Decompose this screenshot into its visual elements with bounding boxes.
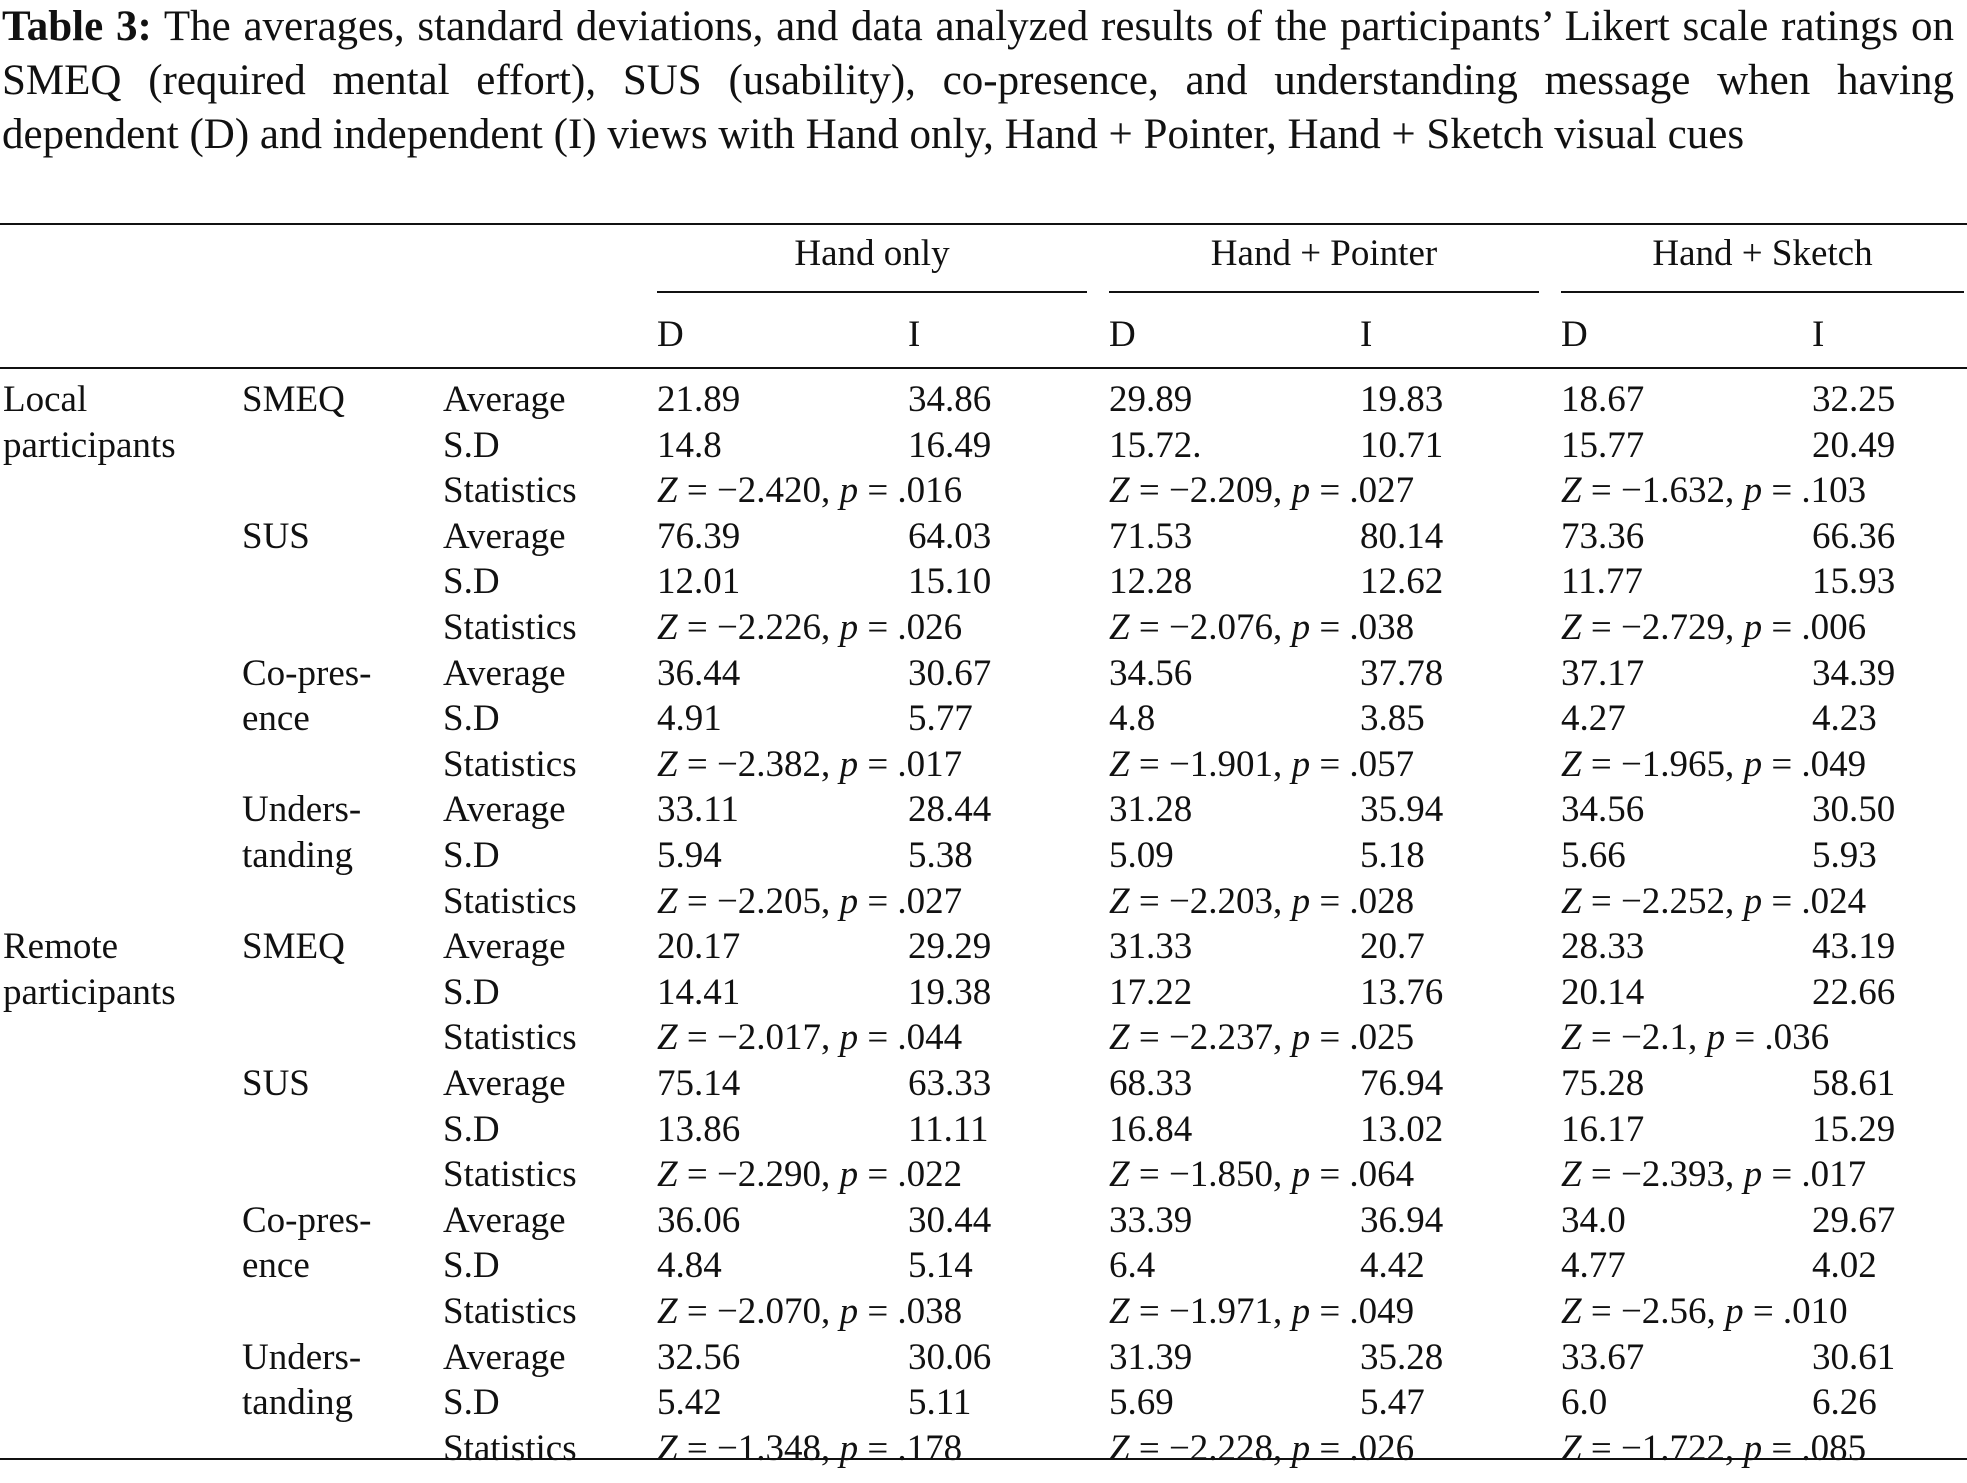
- sd-cell: 5.14: [908, 1245, 973, 1287]
- sd-cell: 6.0: [1561, 1382, 1608, 1424]
- measure-label: S.D: [443, 561, 500, 603]
- measure-label: S.D: [443, 698, 500, 740]
- statistics-cell: Z = −2.209, p = .027: [1109, 470, 1415, 512]
- statistics-cell: Z = −1.965, p = .049: [1561, 743, 1867, 785]
- average-cell: 76.39: [657, 515, 741, 557]
- sd-cell: 16.49: [908, 424, 992, 466]
- measure-label: Average: [443, 1199, 566, 1241]
- column-group-rule: [657, 291, 1087, 293]
- sd-cell: 6.4: [1109, 1245, 1156, 1287]
- measure-label: S.D: [443, 424, 500, 466]
- sd-cell: 5.47: [1360, 1382, 1425, 1424]
- sd-cell: 10.71: [1360, 424, 1444, 466]
- sd-cell: 13.76: [1360, 971, 1444, 1013]
- sd-cell: 20.49: [1812, 424, 1896, 466]
- average-cell: 31.33: [1109, 926, 1193, 968]
- view-header: D: [1109, 314, 1136, 355]
- measure-label: Statistics: [443, 1017, 577, 1059]
- view-header: D: [1561, 314, 1588, 355]
- statistics-cell: Z = −2.252, p = .024: [1561, 880, 1867, 922]
- average-cell: 32.25: [1812, 379, 1896, 420]
- top-rule: [0, 223, 1967, 225]
- sd-cell: 5.66: [1561, 835, 1626, 876]
- average-cell: 29.29: [908, 926, 992, 968]
- measure-label: Average: [443, 926, 566, 968]
- measure-label: S.D: [443, 971, 500, 1013]
- average-cell: 34.0: [1561, 1199, 1626, 1241]
- sd-cell: 15.72.: [1109, 424, 1202, 466]
- sd-cell: 5.77: [908, 698, 973, 740]
- sd-cell: 12.01: [657, 561, 741, 603]
- measure-label: Statistics: [443, 1291, 577, 1332]
- metric-label: Co-pres-: [242, 1199, 372, 1241]
- sd-cell: 15.10: [908, 561, 992, 603]
- sd-cell: 4.02: [1812, 1245, 1877, 1287]
- metric-label: tanding: [242, 835, 353, 876]
- sd-cell: 16.17: [1561, 1108, 1645, 1150]
- average-cell: 33.11: [657, 789, 739, 831]
- average-cell: 34.56: [1561, 789, 1645, 831]
- sd-cell: 6.26: [1812, 1382, 1877, 1424]
- average-cell: 30.61: [1812, 1336, 1896, 1378]
- sd-cell: 5.93: [1812, 835, 1877, 876]
- view-header: D: [657, 314, 684, 355]
- measure-label: Statistics: [443, 743, 577, 785]
- statistics-cell: Z = −1.850, p = .064: [1109, 1154, 1415, 1196]
- average-cell: 33.67: [1561, 1336, 1645, 1378]
- sd-cell: 12.28: [1109, 561, 1193, 603]
- column-group-header: Hand only: [794, 233, 950, 274]
- table-caption: [2, 0, 1954, 162]
- statistics-cell: Z = −2.290, p = .022: [657, 1154, 963, 1196]
- measure-label: Statistics: [443, 1154, 577, 1196]
- sd-cell: 5.18: [1360, 835, 1425, 876]
- average-cell: 36.44: [657, 652, 741, 694]
- sd-cell: 20.14: [1561, 971, 1645, 1013]
- average-cell: 37.78: [1360, 652, 1444, 694]
- average-cell: 21.89: [657, 379, 741, 420]
- average-cell: 30.44: [908, 1199, 992, 1241]
- measure-label: S.D: [443, 1245, 500, 1287]
- measure-label: Statistics: [443, 880, 577, 922]
- sd-cell: 5.94: [657, 835, 722, 876]
- measure-label: S.D: [443, 1382, 500, 1424]
- average-cell: 30.67: [908, 652, 992, 694]
- statistics-cell: Z = −2.205, p = .027: [657, 880, 963, 922]
- sd-cell: 4.84: [657, 1245, 722, 1287]
- statistics-cell: Z = −2.070, p = .038: [657, 1291, 963, 1332]
- measure-label: Statistics: [443, 607, 577, 648]
- average-cell: 19.83: [1360, 379, 1444, 420]
- average-cell: 43.19: [1812, 926, 1896, 968]
- sd-cell: 19.38: [908, 971, 992, 1013]
- average-cell: 34.39: [1812, 652, 1896, 694]
- view-header: I: [1360, 314, 1373, 355]
- average-cell: 35.94: [1360, 789, 1444, 831]
- average-cell: 75.14: [657, 1063, 741, 1104]
- sd-cell: 13.02: [1360, 1108, 1444, 1150]
- average-cell: 31.39: [1109, 1336, 1193, 1378]
- average-cell: 58.61: [1812, 1063, 1896, 1104]
- metric-label: Unders-: [242, 789, 362, 831]
- average-cell: 66.36: [1812, 515, 1896, 557]
- average-cell: 18.67: [1561, 379, 1645, 420]
- metric-label: Co-pres-: [242, 652, 372, 694]
- caption-label: Table 3:: [2, 3, 152, 50]
- sd-cell: 5.69: [1109, 1382, 1174, 1424]
- measure-label: Statistics: [443, 470, 577, 512]
- average-cell: 29.67: [1812, 1199, 1896, 1241]
- sd-cell: 11.77: [1561, 561, 1643, 603]
- average-cell: 71.53: [1109, 515, 1193, 557]
- participant-group-label: participants: [3, 971, 176, 1013]
- statistics-cell: Z = −2.237, p = .025: [1109, 1017, 1415, 1059]
- sd-cell: 14.8: [657, 424, 722, 466]
- sd-cell: 4.91: [657, 698, 722, 740]
- sd-cell: 15.77: [1561, 424, 1645, 466]
- average-cell: 29.89: [1109, 379, 1193, 420]
- sd-cell: 3.85: [1360, 698, 1425, 740]
- sd-cell: 15.93: [1812, 561, 1896, 603]
- average-cell: 63.33: [908, 1063, 992, 1104]
- statistics-cell: Z = −2.382, p = .017: [657, 743, 963, 785]
- metric-label: ence: [242, 1245, 310, 1287]
- statistics-cell: Z = −2.226, p = .026: [657, 607, 963, 648]
- average-cell: 34.86: [908, 379, 992, 420]
- measure-label: Statistics: [443, 1427, 577, 1469]
- measure-label: S.D: [443, 1108, 500, 1150]
- measure-label: Average: [443, 515, 566, 557]
- sd-cell: 5.11: [908, 1382, 972, 1424]
- average-cell: 73.36: [1561, 515, 1645, 557]
- average-cell: 75.28: [1561, 1063, 1645, 1104]
- participant-group-label: Remote: [3, 926, 119, 968]
- metric-label: SUS: [242, 1063, 310, 1104]
- metric-label: tanding: [242, 1382, 353, 1424]
- sd-cell: 16.84: [1109, 1108, 1193, 1150]
- header-rule: [0, 367, 1967, 369]
- view-header: I: [908, 314, 921, 355]
- sd-cell: 13.86: [657, 1108, 741, 1150]
- measure-label: Average: [443, 1336, 566, 1378]
- statistics-cell: Z = −1.722, p = .085: [1561, 1427, 1867, 1469]
- statistics-cell: Z = −2.729, p = .006: [1561, 607, 1867, 648]
- average-cell: 34.56: [1109, 652, 1193, 694]
- measure-label: Average: [443, 379, 566, 420]
- column-group-rule: [1109, 291, 1539, 293]
- column-group-header: Hand + Sketch: [1652, 233, 1873, 274]
- average-cell: 37.17: [1561, 652, 1645, 694]
- sd-cell: 12.62: [1360, 561, 1444, 603]
- sd-cell: 17.22: [1109, 971, 1193, 1013]
- average-cell: 32.56: [657, 1336, 741, 1378]
- metric-label: SMEQ: [242, 926, 345, 968]
- average-cell: 30.06: [908, 1336, 992, 1378]
- sd-cell: 5.38: [908, 835, 973, 876]
- statistics-cell: Z = −1.971, p = .049: [1109, 1291, 1415, 1332]
- statistics-cell: Z = −2.393, p = .017: [1561, 1154, 1867, 1196]
- metric-label: Unders-: [242, 1336, 362, 1378]
- statistics-cell: Z = −2.203, p = .028: [1109, 880, 1415, 922]
- participant-group-label: Local: [3, 379, 88, 420]
- measure-label: Average: [443, 1063, 566, 1104]
- statistics-cell: Z = −2.228, p = .026: [1109, 1427, 1415, 1469]
- statistics-cell: Z = −2.420, p = .016: [657, 470, 963, 512]
- statistics-cell: Z = −2.56, p = .010: [1561, 1291, 1848, 1332]
- measure-label: Average: [443, 789, 566, 831]
- average-cell: 36.94: [1360, 1199, 1444, 1241]
- average-cell: 64.03: [908, 515, 992, 557]
- statistics-cell: Z = −2.1, p = .036: [1561, 1017, 1830, 1059]
- sd-cell: 4.27: [1561, 698, 1626, 740]
- metric-label: SUS: [242, 515, 310, 557]
- average-cell: 28.33: [1561, 926, 1645, 968]
- measure-label: S.D: [443, 835, 500, 876]
- average-cell: 31.28: [1109, 789, 1193, 831]
- average-cell: 28.44: [908, 789, 992, 831]
- metric-label: SMEQ: [242, 379, 345, 420]
- statistics-cell: Z = −2.076, p = .038: [1109, 607, 1415, 648]
- view-header: I: [1812, 314, 1825, 355]
- average-cell: 20.7: [1360, 926, 1425, 968]
- average-cell: 33.39: [1109, 1199, 1193, 1241]
- sd-cell: 15.29: [1812, 1108, 1896, 1150]
- average-cell: 68.33: [1109, 1063, 1193, 1104]
- sd-cell: 14.41: [657, 971, 741, 1013]
- statistics-cell: Z = −1.901, p = .057: [1109, 743, 1415, 785]
- sd-cell: 11.11: [908, 1108, 989, 1150]
- average-cell: 20.17: [657, 926, 741, 968]
- sd-cell: 4.8: [1109, 698, 1156, 740]
- statistics-cell: Z = −1.348, p = .178: [657, 1427, 963, 1469]
- participant-group-label: participants: [3, 424, 176, 466]
- caption-text: The averages, standard deviations, and data analyzed results of the participants’ Likert scale ratings on SMEQ (required mental effort), SUS (usability), co-presence, and understanding message when having dependent (D) and independent (I) views with Hand only, Hand + Pointer, Hand + Sketch visual cues: [2, 3, 1955, 158]
- average-cell: 80.14: [1360, 515, 1444, 557]
- average-cell: 36.06: [657, 1199, 741, 1241]
- statistics-cell: Z = −2.017, p = .044: [657, 1017, 963, 1059]
- metric-label: ence: [242, 698, 310, 740]
- average-cell: 30.50: [1812, 789, 1896, 831]
- column-group-rule: [1561, 291, 1964, 293]
- measure-label: Average: [443, 652, 566, 694]
- sd-cell: 4.23: [1812, 698, 1877, 740]
- sd-cell: 5.09: [1109, 835, 1174, 876]
- sd-cell: 22.66: [1812, 971, 1896, 1013]
- average-cell: 76.94: [1360, 1063, 1444, 1104]
- sd-cell: 4.77: [1561, 1245, 1626, 1287]
- column-group-header: Hand + Pointer: [1210, 233, 1438, 274]
- average-cell: 35.28: [1360, 1336, 1444, 1378]
- sd-cell: 5.42: [657, 1382, 722, 1424]
- statistics-cell: Z = −1.632, p = .103: [1561, 470, 1867, 512]
- sd-cell: 4.42: [1360, 1245, 1425, 1287]
